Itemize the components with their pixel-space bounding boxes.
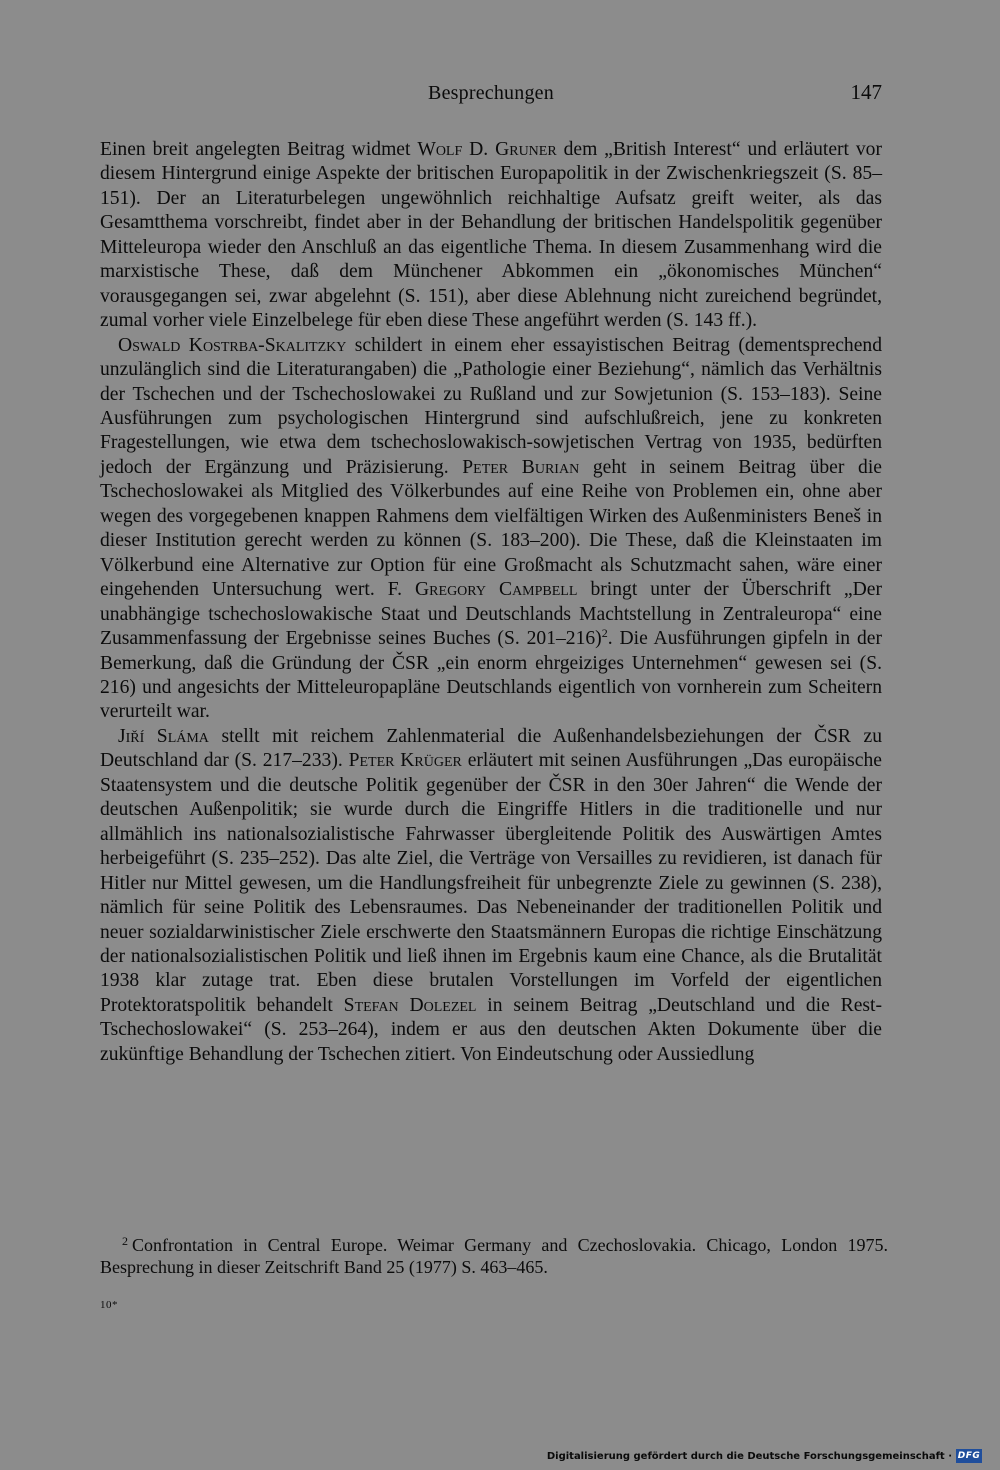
author-name: Peter Krüger [348,750,462,772]
text-run: schildert in einem eher essayistischen Beitrag (dementsprechend unzulänglich sind die Literaturangaben) die „Pathologie einer Beziehung“, nämlich das Verhältnis der Tschechen und der Tschechoslowakei zu Rußland und zur Sowjetunion (S. 153–183). Seine Ausführungen zum psychologischen Hintergrund sind aufschlußreich, jene zu konkreten Fragestellungen, wie etwa dem tschechoslowakisch-sowjetischen Vertrag von 1935, bedürften jedoch der Ergänzung und Präzisierung. [100,334,882,478]
paragraph-1 [100,138,882,334]
author-name: Wolf D. Gruner [417,139,557,160]
text-run: Einen breit angelegten Beitrag widmet [100,139,418,160]
text-run: in seinem Beitrag „Deutschland und die Rest-Tschechoslowakei“ (S. 253–264), indem er aus den deutschen Akten Dokumente über die zukünftige Behandlung der Tschechen zitiert. Von Eindeutschung oder Aussiedlung [100,994,882,1065]
running-title: Besprechungen [428,82,554,104]
dfg-notice-text: Digitalisierung gefördert durch die Deutsche Forschungsgemeinschaft · [546,1450,952,1462]
article-body [100,138,882,1067]
text-run: geht in seinem Beitrag über die Tschechoslowakei als Mitglied des Völkerbundes auf eine Reihe von Problemen ein, ohne aber wegen des vorgegebenen knappen Rahmens dem vielfältigen Wirken des Außenministers Beneš in dieser Institution gerecht werden zu können (S. 183–200). Die These, daß die Kleinstaaten im Völkerbund eine Alternative zur Option für eine Großmacht als Schutzmacht sahen, wäre einer eingehenden Untersuchung wert. F. [100,456,882,601]
paragraph-2 [100,334,882,725]
page-number: 147 [850,80,882,104]
text-run: dem „British Interest“ und erläutert vor diesem Hintergrund einige Aspekte der britischen Europapolitik in der Zwischenkriegszeit (S. 85–151). Der an Literaturbelegen ungewöhnlich reichhaltige Aufsatz greift weiter, als das Gesamtthema vorschreibt, findet aber in der Behandlung der britischen Handelspolitik gegenüber Mitteleuropa wieder den Anschluß an das eigentliche Thema. In diesem Zusammenhang wird die marxistische These, daß dem Münchener Abkommen ein „ökonomisches München“ vorausgegangen sei, zwar abgelehnt (S. 151), aber diese Ablehnung nicht zureichend begründet, zumal vorher viele Einzelbelege für eben diese These angeführt werden (S. 143 ff.). [100,139,882,332]
footnote-text: Confrontation in Central Europe. Weimar Germany and Czechoslovakia. Chicago, London 1975. Besprechung in dieser Zeitschrift Band 25 (1977) S. 463–465. [100,1235,888,1277]
text-run: bringt unter der Überschrift „Der unabhängige tschechoslowakische Staat und Deutschlands Machtstellung in Zentraleuropa“ eine Zusammenfassung der Ergebnisse seines Buches (S. 201–216) [100,579,882,650]
text-run: erläutert mit seinen Ausführungen „Das europäische Staatensystem und die deutsche Politik gegenüber der ČSR in den 30er Jahren“ die Wende der deutschen Außenpolitik; sie wurde durch die Eingriffe Hitlers in die traditionelle und nur allmählich ins nationalsozialistische Fahrwasser übergleitende Politik des Auswärtigen Amtes herbeigeführt (S. 235–252). Das alte Ziel, die Verträge von Versailles zu revidieren, ist danach für Hitler nur Mittel gewesen, um die Handlungsfreiheit für unbegrenzte Ziele zu gewinnen (S. 238), nämlich für seine Politik des Lebensraumes. Das Nebeneinander der traditionellen Politik und neuer sozialdarwinistischer Ziele erschwerte den Staatsmännern Europas die richtige Einschätzung der nationalsozialistischen Politik und ließ ihnen im Ergebnis kaum eine Chance, als die Brutalität 1938 klar zutage trat. Eben diese brutalen Vorstellungen im Vorfeld der eigentlichen Protektoratspolitik behandelt [100,750,882,1016]
dfg-notice [547,1448,982,1464]
author-name: Stefan Dolezel [343,994,477,1016]
footnote-reference: 2 [601,626,608,641]
printer-signature: 10* [100,1299,118,1311]
author-name: Jiří Sláma [118,725,209,747]
author-name: Peter Burian [462,456,580,478]
author-name: Oswald Kostrba-Skalitzky [118,334,347,356]
paragraph-3 [100,725,882,1067]
page-header [100,82,882,110]
dfg-logo-icon: DFG [957,1451,981,1461]
footnote [100,1234,888,1278]
text-run: stellt mit reichem Zahlenmaterial die Außenhandelsbeziehungen der ČSR zu Deutschland dar (S. 217–233). [100,725,883,772]
text-run: . Die Ausführungen gipfeln in der Bemerkung, daß die Gründung der ČSR „ein enorm ehrgeiziges Unternehmen“ gewesen sei (S. 216) und angesichts der Mitteleuropapläne Deutschlands eigentlich von vornherein zum Scheitern verurteilt war. [100,628,882,723]
footnote-number: 2 [122,1234,128,1248]
author-name: Gregory Campbell [415,579,578,601]
